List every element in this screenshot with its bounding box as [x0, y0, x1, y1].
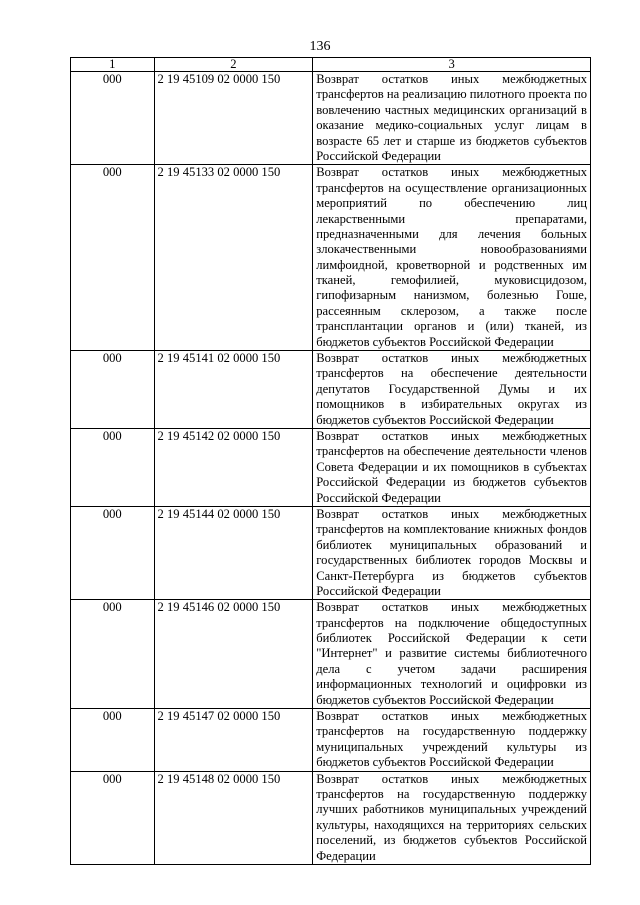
description-cell	[313, 72, 591, 165]
description-cell	[313, 428, 591, 506]
budget-classification-code-cell: 2 19 45141 02 0000 150	[154, 351, 313, 429]
description-cell	[313, 771, 591, 864]
table-row	[71, 72, 591, 165]
table-header-row	[71, 58, 591, 72]
admin-code-cell: 000	[71, 506, 155, 599]
admin-code-cell: 000	[71, 72, 155, 165]
budget-classification-code-cell: 2 19 45144 02 0000 150	[154, 506, 313, 599]
description-line: "Интернет" и развитие системы библиотечного	[316, 646, 587, 661]
description-line: государственных библиотек городов Москвы и	[316, 553, 587, 568]
budget-classification-code-cell: 2 19 45133 02 0000 150	[154, 165, 313, 351]
admin-code-cell: 000	[71, 600, 155, 709]
description-line: Возврат остатков иных межбюджетных	[316, 506, 587, 521]
description-line: Российской Федерации	[316, 490, 441, 505]
description-line: Возврат остатков иных межбюджетных	[316, 709, 587, 724]
budget-classification-code-cell: 2 19 45148 02 0000 150	[154, 771, 313, 864]
budget-classification-code-cell: 2 19 45142 02 0000 150	[154, 428, 313, 506]
description-line: трансфертов на государственную поддержку	[316, 786, 587, 801]
description-line: Совета Федерации и их помощников в субъектах	[316, 459, 587, 474]
description-line: трансфертов на комплектование книжных фондов	[316, 522, 587, 537]
description-line: возрасте 65 лет и старше из бюджетов субъектов	[316, 133, 587, 148]
admin-code-cell: 000	[71, 709, 155, 772]
description-line: мероприятий по обеспечению лиц	[316, 196, 587, 211]
table-row	[71, 351, 591, 429]
table-row	[71, 771, 591, 864]
description-line: лимфоидной, кроветворной и родственных им	[316, 257, 587, 272]
admin-code-cell: 000	[71, 428, 155, 506]
table-row	[71, 709, 591, 772]
description-line: бюджетов субъектов Российской Федерации	[316, 692, 554, 707]
description-line: трансфертов на реализацию пилотного проекта по	[316, 87, 587, 102]
budget-codes-table	[70, 57, 591, 865]
header-col-1: 1	[71, 58, 155, 72]
description-line: предназначенными для лечения больных	[316, 226, 587, 241]
description-line: бюджетов субъектов Российской Федерации	[316, 334, 554, 349]
table-row	[71, 600, 591, 709]
description-line: лекарственными препаратами,	[316, 211, 587, 226]
budget-classification-code-cell: 2 19 45109 02 0000 150	[154, 72, 313, 165]
description-line: трансплантации органов и (или) тканей, из	[316, 319, 587, 334]
description-line: библиотек Российской Федерации к сети	[316, 631, 587, 646]
description-line: гипофизарным нанизмом, болезнью Гоше,	[316, 288, 587, 303]
description-line: Российской Федерации из бюджетов субъектов	[316, 475, 587, 490]
description-line: помощников в избирательных округах из	[316, 397, 587, 412]
admin-code-cell: 000	[71, 771, 155, 864]
description-line: Возврат остатков иных межбюджетных	[316, 771, 587, 786]
description-line: вовлечению частных медицинских организаций в	[316, 102, 587, 117]
description-line: бюджетов субъектов Российской Федерации	[316, 755, 554, 770]
description-line: Санкт-Петербурга из бюджетов субъектов	[316, 568, 587, 583]
description-line: злокачественными новообразованиями	[316, 242, 587, 257]
description-line: Российской Федерации	[316, 148, 441, 163]
description-line: бюджетов субъектов Российской Федерации	[316, 412, 554, 427]
description-line: культуры, находящихся на территориях сельских	[316, 817, 587, 832]
description-line: поселений, из бюджетов субъектов Российской	[316, 833, 587, 848]
page-number: 136	[309, 39, 331, 54]
description-line: трансфертов на осуществление организационных	[316, 180, 587, 195]
description-line: дела с учетом задачи расширения	[316, 661, 587, 676]
description-cell	[313, 506, 591, 599]
description-line: Возврат остатков иных межбюджетных	[316, 600, 587, 615]
description-line: оказание медико-социальных услуг лицам в	[316, 118, 587, 133]
header-col-3: 3	[313, 58, 591, 72]
description-cell	[313, 165, 591, 351]
description-line: Возврат остатков иных межбюджетных	[316, 165, 587, 180]
description-cell	[313, 351, 591, 429]
admin-code-cell: 000	[71, 351, 155, 429]
description-line: лучших работников муниципальных учреждений	[316, 802, 587, 817]
budget-classification-code-cell: 2 19 45146 02 0000 150	[154, 600, 313, 709]
description-line: рассеянным склерозом, а также после	[316, 303, 587, 318]
description-line: Федерации	[316, 848, 376, 863]
description-line: трансфертов на государственную поддержку	[316, 724, 587, 739]
description-line: Российской Федерации	[316, 583, 441, 598]
description-line: Возврат остатков иных межбюджетных	[316, 72, 587, 86]
description-line: Возврат остатков иных межбюджетных	[316, 351, 587, 366]
table-row	[71, 165, 591, 351]
table-row	[71, 506, 591, 599]
description-line: библиотек муниципальных образований и	[316, 537, 587, 552]
description-cell	[313, 600, 591, 709]
description-line: тканей, гемофилией, муковисцидозом,	[316, 273, 587, 288]
description-line: трансфертов на обеспечение деятельности членов	[316, 444, 587, 459]
description-line: трансфертов на обеспечение деятельности	[316, 366, 587, 381]
header-col-2: 2	[154, 58, 313, 72]
admin-code-cell: 000	[71, 165, 155, 351]
description-line: Возврат остатков иных межбюджетных	[316, 428, 587, 443]
description-line: муниципальных учреждений культуры из	[316, 739, 587, 754]
budget-classification-code-cell: 2 19 45147 02 0000 150	[154, 709, 313, 772]
description-line: трансфертов на подключение общедоступных	[316, 615, 587, 630]
description-line: депутатов Государственной Думы и их	[316, 381, 587, 396]
description-cell	[313, 709, 591, 772]
table-row	[71, 428, 591, 506]
description-line: информационных технологий и оцифровки из	[316, 677, 587, 692]
